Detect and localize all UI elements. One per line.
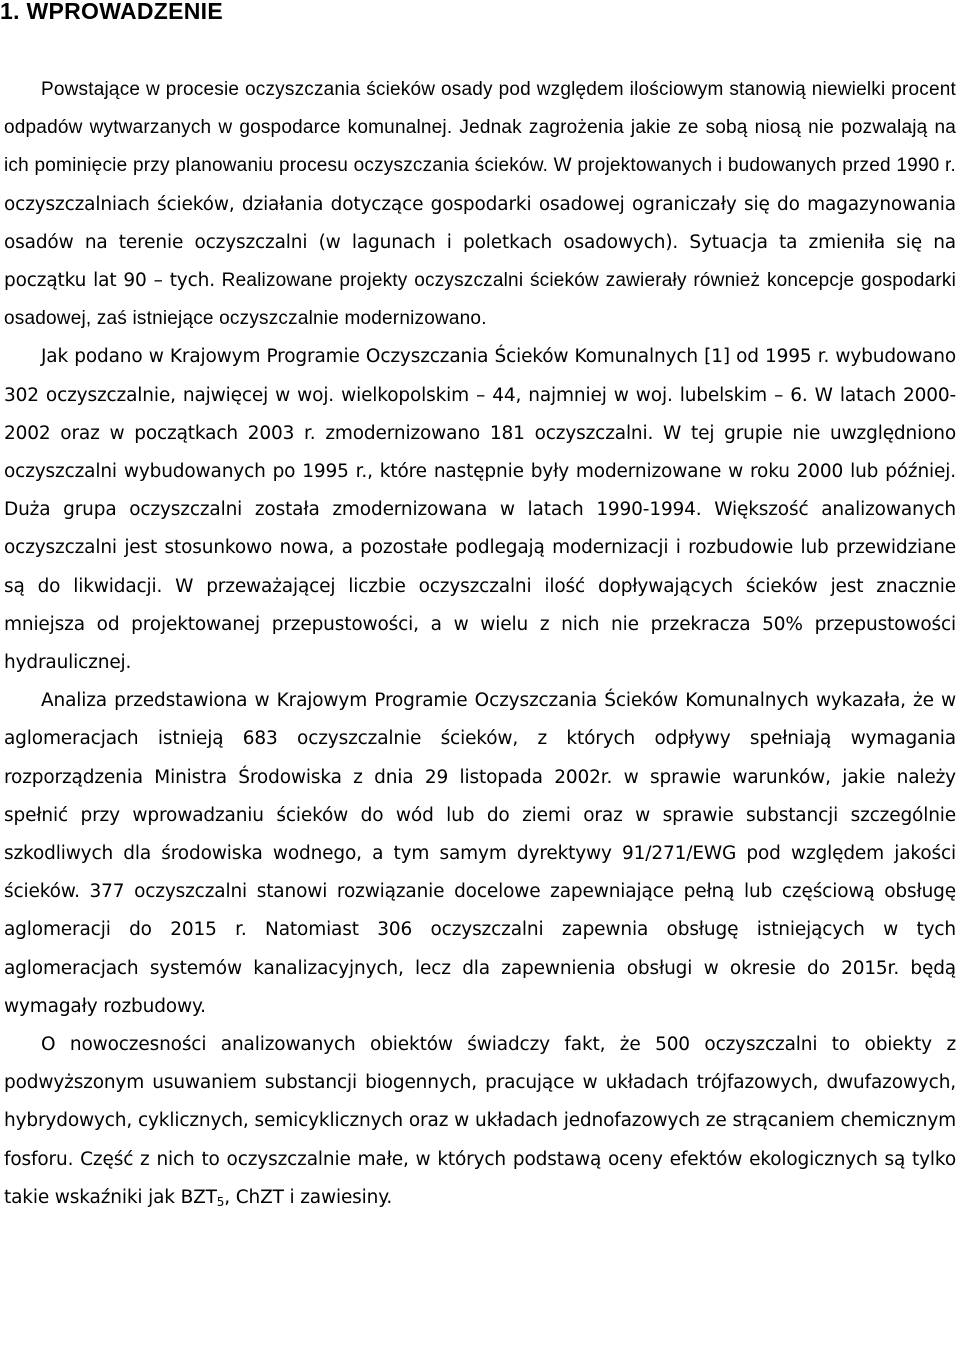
paragraph-2: Jak podano w Krajowym Programie Oczyszczania Ścieków Komunalnych [1] od 1995 r. wybudowano 302 oczyszczalnie, najwięcej w woj. wielkopolskim – 44, najmniej w woj. lubelskim – 6. W latach 2000-2002 oraz w początkach 2003 r. zmodernizowano 181 oczyszczalni. W tej grupie nie uwzględniono oczyszczalni wybudowanych po 1995 r., które następnie były modernizowane w roku 2000 lub później. Duża grupa oczyszczalni została zmodernizowana w latach 1990-1994. Większość analizowanych oczyszczalni jest stosunkowo nowa, a pozostałe podlegają modernizacji i rozbudowie lub przewidziane są do likwidacji. W przeważającej liczbie oczyszczalni ilość dopływających ścieków jest znacznie mniejsza od projektowanej przepustowości, a w wielu z nich nie przekracza 50% przepustowości hydraulicznej. (4, 346, 956, 674)
paragraph-3: Analiza przedstawiona w Krajowym Programie Oczyszczania Ścieków Komunalnych wykazała, że w aglomeracjach istnieją 683 oczyszczalnie ścieków, z których odpływy spełniają wymagania rozporządzenia Ministra Środowiska z dnia 29 listopada 2002r. w sprawie warunków, jakie należy spełnić przy wprowadzaniu ścieków do wód lub do ziemi oraz w sprawie substancji szczególnie szkodliwych dla środowiska wodnego, a tym samym dyrektywy 91/271/EWG pod względem jakości ścieków. 377 oczyszczalni stanowi rozwiązanie docelowe zapewniające pełną lub częściową obsługę aglomeracji do 2015 r. Natomiast 306 oczyszczalni zapewnia obsługę istniejących w tych aglomeracjach systemów kanalizacyjnych, lecz dla zapewnienia obsługi w okresie do 2015r. będą wymagały rozbudowy. (4, 690, 956, 1017)
paragraph-1-part-3: Realizowane projekty oczyszczalni ścieków zawierały również koncepcje gospodarki osadowej, zaś istniejące oczyszczalnie modernizowano. (4, 270, 956, 330)
paragraph-1-part-1: Powstające w procesie oczyszczania ścieków osady pod względem ilościowym stanowią niewielki procent odpadów wytwarzanych w gospodarce komunalnej. Jednak zagrożenia jakie ze sobą niosą nie pozwalają na ich pominięcie przy planowaniu procesu oczyszczania ścieków. W projektowanych i budowanych przed 1990 r. (4, 79, 956, 177)
section-heading: 1. WPROWADZENIE (0, 0, 224, 24)
paragraph-1 (4, 71, 956, 338)
subscript-5: 5 (216, 1194, 225, 1209)
paragraph-1-part-2: oczyszczalniach ścieków, działania dotyczące gospodarki osadowej ograniczały się do magazynowania osadów na terenie oczyszczalni (w lagunach i poletkach osadowych). Sytuacja ta zmieniła się na początku lat 90 – tych. (4, 193, 956, 292)
paragraph-4-text: O nowoczesności analizowanych obiektów świadczy fakt, że 500 oczyszczalni to obiekty z podwyższonym usuwaniem substancji biogennych, pracujące w układach trójfazowych, dwufazowych, hybrydowych, cyklicznych, semicyklicznych oraz w układach jednofazowych ze strącaniem chemicznym fosforu. Część z nich to oczyszczalnie małe, w których podstawą oceny efektów ekologicznych są tylko takie wskaźniki jak BZT (4, 1034, 956, 1208)
body-text (4, 71, 956, 1217)
paragraph-4 (4, 1026, 956, 1217)
paragraph-4-tail: , ChZT i zawiesiny. (224, 1186, 393, 1208)
